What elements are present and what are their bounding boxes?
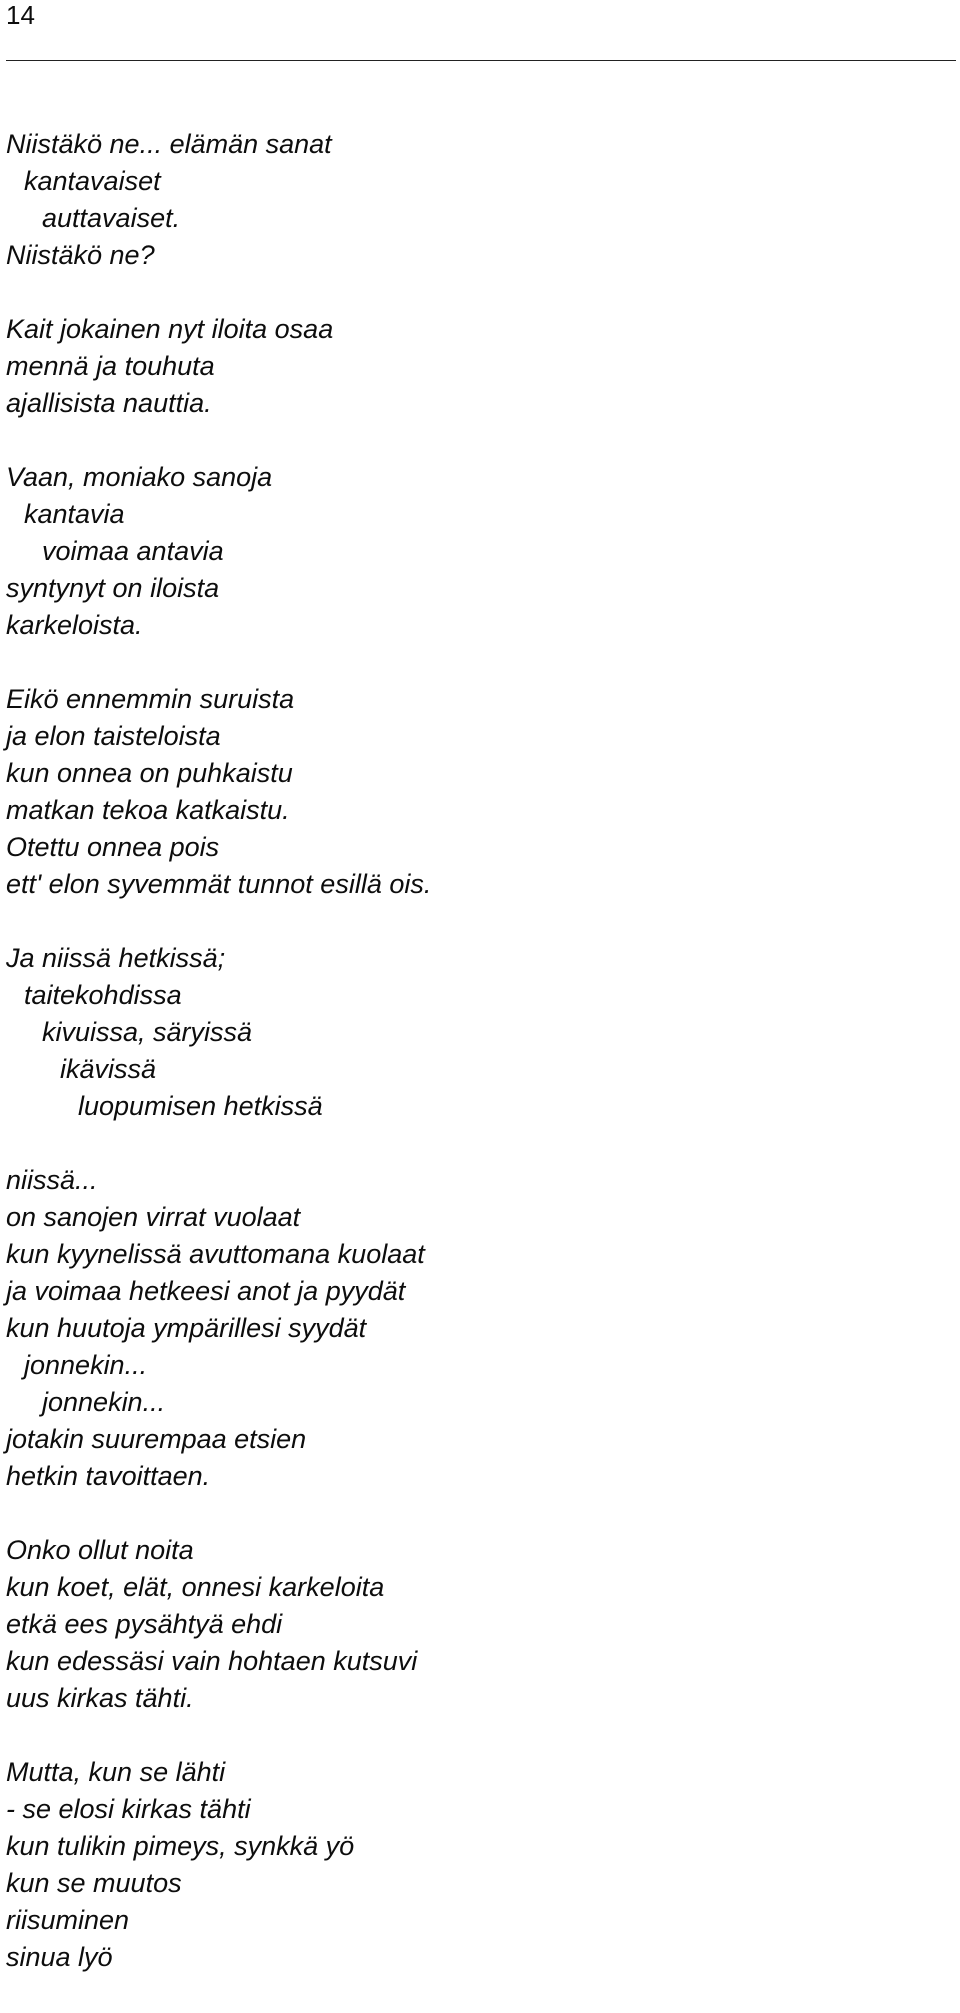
poem-line: Onko ollut noita xyxy=(6,1535,194,1565)
poem-line: ett' elon syvemmät tunnot esillä ois. xyxy=(6,869,432,899)
poem-line: ikävissä xyxy=(60,1054,157,1084)
poem-line: Otettu onnea pois xyxy=(6,832,220,862)
stanza-1 xyxy=(6,126,946,274)
poem-line: kun tulikin pimeys, synkkä yö xyxy=(6,1831,355,1861)
poem-line: sinua lyö xyxy=(6,1942,113,1972)
poem-line: on sanojen virrat vuolaat xyxy=(6,1202,301,1232)
stanza-6 xyxy=(6,1162,946,1495)
stanza-7 xyxy=(6,1532,946,1717)
stanza-2 xyxy=(6,311,946,422)
poem-line: auttavaiset. xyxy=(42,203,181,233)
poem-line: voimaa antavia xyxy=(42,536,224,566)
poem-line: hetkin tavoittaen. xyxy=(6,1461,211,1491)
poem-line: Mutta, kun se lähti xyxy=(6,1757,226,1787)
poem-line: mennä ja touhuta xyxy=(6,351,215,381)
header-rule xyxy=(6,60,956,61)
poem-line: karkeloista. xyxy=(6,610,143,640)
poem-line: uus kirkas tähti. xyxy=(6,1683,194,1713)
stanza-5 xyxy=(6,940,946,1125)
poem-line: kun koet, elät, onnesi karkeloita xyxy=(6,1572,385,1602)
poem-line: jotakin suurempaa etsien xyxy=(6,1424,307,1454)
poem-line: taitekohdissa xyxy=(24,980,182,1010)
poem-line: kun se muutos xyxy=(6,1868,182,1898)
stanza-3 xyxy=(6,459,946,644)
poem-line: niissä... xyxy=(6,1165,98,1195)
poem-line: kantavaiset xyxy=(24,166,161,196)
poem-line: Eikö ennemmin suruista xyxy=(6,684,295,714)
poem-line: ajallisista nauttia. xyxy=(6,388,212,418)
poem-line: jonnekin... xyxy=(24,1350,148,1380)
poem-line: kun kyynelissä avuttomana kuolaat xyxy=(6,1239,425,1269)
poem-line: riisuminen xyxy=(6,1905,130,1935)
poem-line: kantavia xyxy=(24,499,125,529)
stanza-8 xyxy=(6,1754,946,1976)
page-number: 14 xyxy=(6,0,35,30)
poem-line: kun edessäsi vain hohtaen kutsuvi xyxy=(6,1646,418,1676)
poem-line: syntynyt on iloista xyxy=(6,573,220,603)
poem-line: kivuissa, säryissä xyxy=(42,1017,253,1047)
stanza-4 xyxy=(6,681,946,903)
poem-line: ja voimaa hetkeesi anot ja pyydät xyxy=(6,1276,406,1306)
poem-line: luopumisen hetkissä xyxy=(78,1091,323,1121)
poem-line: etkä ees pysähtyä ehdi xyxy=(6,1609,283,1639)
poem-line: kun huutoja ympärillesi syydät xyxy=(6,1313,367,1343)
poem xyxy=(6,126,946,2013)
poem-line: Ja niissä hetkissä; xyxy=(6,943,226,973)
poem-line: - se elosi kirkas tähti xyxy=(6,1794,251,1824)
poem-line: Vaan, moniako sanoja xyxy=(6,462,273,492)
poem-line: kun onnea on puhkaistu xyxy=(6,758,293,788)
poem-line: ja elon taisteloista xyxy=(6,721,221,751)
poem-line: Kait jokainen nyt iloita osaa xyxy=(6,314,334,344)
poem-line: Niistäkö ne... elämän sanat xyxy=(6,129,332,159)
poem-line: jonnekin... xyxy=(42,1387,166,1417)
poem-line: matkan tekoa katkaistu. xyxy=(6,795,290,825)
poem-line: Niistäkö ne? xyxy=(6,240,155,270)
